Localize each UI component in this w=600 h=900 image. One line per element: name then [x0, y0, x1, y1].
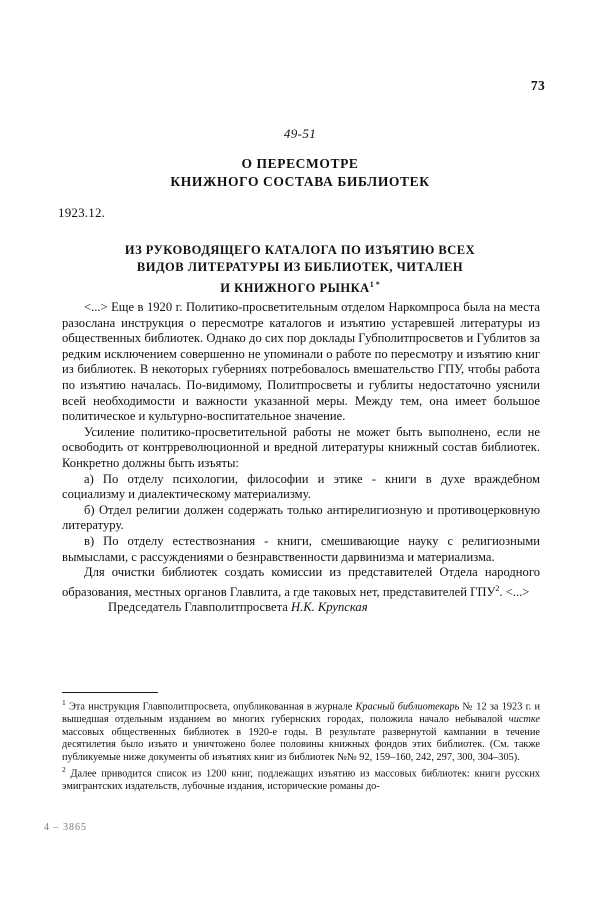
page-number: 73	[530, 78, 545, 93]
document-title-line-1: О ПЕРЕСМОТРЕ	[241, 156, 359, 171]
body-list-item-a: а) По отделу психологии, философии и этике - книги в духе враждебном социализму и диалектическому материализму.	[62, 471, 540, 502]
document-subtitle	[78, 242, 522, 297]
body-paragraph-2: Усиление политико-просветительной работы не может быть выполнено, если не освободить от контрреволюционной и вредной литературы книжный состав библиотек. Конкретно должны быть изъяты:	[62, 424, 540, 470]
body-paragraph-1: <...> Еще в 1920 г. Политико-просветительным отделом Наркомпроса была на места разослана инструкция о пересмотре каталогов и изъятию устаревшей литературы из общественных библиотек. Однако до сих пор доклады Губполитпросветов и Гублитов за редким исключением совершенно не упоминали о работе по пересмотру и изъятию книг из библиотек. В некоторых губерниях потребовалось вмешательство ГПУ, чтобы работа по изъятию началась. По-видимому, Политпросветы и гублиты недостаточно уяснили всей необходимости и важности указанной меры. Между тем, она имеет большое политическое и культурно-воспитательное значение.	[62, 300, 540, 424]
document-title-line-2: КНИЖНОГО СОСТАВА БИБЛИОТЕК	[170, 174, 430, 189]
signature-line	[62, 600, 540, 616]
footnote-marker: 1	[62, 698, 66, 707]
body-list-item-v: в) По отделу естествознания - книги, смешивающие науку с религиозными вымыслами, с рассуждениями о безнравственности дарвинизма и материализма.	[62, 533, 540, 564]
sheet-signature-mark: 4 – 3865	[44, 822, 87, 833]
document-subtitle-line-3	[78, 276, 522, 297]
body-paragraph-3-text: Для очистки библиотек создать комиссии из представителей Отдела народного образования, местных органов Главлита, а где таковых нет, представителей ГПУ	[62, 565, 540, 599]
document-date: 1923.12.	[58, 205, 106, 220]
document-subtitle-line-2: ВИДОВ ЛИТЕРАТУРЫ ИЗ БИБЛИОТЕК, ЧИТАЛЕН	[136, 260, 464, 274]
document-subtitle-footnote-marker: 1 *	[369, 280, 380, 289]
signature-title: Председатель Главполитпросвета	[108, 600, 291, 615]
footnote-text-a: Эта инструкция Главполитпросвета, опубликованная в журнале	[69, 701, 356, 713]
footnote-text-a: Далее приводится список из 1200 книг, подлежащих изъятию из массовых библиотек: книги русских эмигрантских издательств, лубочные издания, исторические романы до-	[62, 768, 540, 793]
document-title	[0, 155, 600, 191]
footnote-marker: 2	[62, 765, 66, 775]
footnote-item	[62, 764, 540, 794]
document-body	[62, 300, 540, 616]
document-subtitle-line-3-text: И КНИЖНОГО РЫНКА	[220, 281, 370, 296]
body-paragraph-3-tail: . <...>	[499, 584, 530, 599]
signature-name: Н.К. Крупская	[290, 600, 368, 615]
footnote-separator-rule	[62, 692, 158, 693]
body-paragraph-3	[62, 565, 540, 600]
footnote-item	[62, 697, 540, 764]
body-list-item-b: б) Отдел религии должен содержать только антирелигиозную и противоцерковную литературу.	[62, 502, 540, 533]
footnote-text-c: массовых общественных библиотек в 1920-е годы. В результате развернутой кампании в течение десятилетия было изъято и уничтожено более половины книжных фондов этих библиотек. (См. также публикуемые ниже документы об изъятиях книг из библиотек №№ 92, 159–160, 242, 297, 300, 304–305).	[62, 726, 540, 763]
footnote-section	[62, 697, 540, 794]
footnote-italic-a: Красный библиотекарь	[355, 701, 460, 713]
document-subtitle-line-1: ИЗ РУКОВОДЯЩЕГО КАТАЛОГА ПО ИЗЪЯТИЮ ВСЕХ	[124, 243, 476, 257]
footnote-text-b: № 12 за 1923 г. и вышедшая отдельным изданием во многих губернских городах, положила начало небывалой	[62, 701, 540, 726]
body-footnote-marker-2: 2	[495, 583, 500, 593]
footnote-italic-b: чистке	[508, 714, 540, 726]
document-number: 49-51	[283, 126, 317, 141]
